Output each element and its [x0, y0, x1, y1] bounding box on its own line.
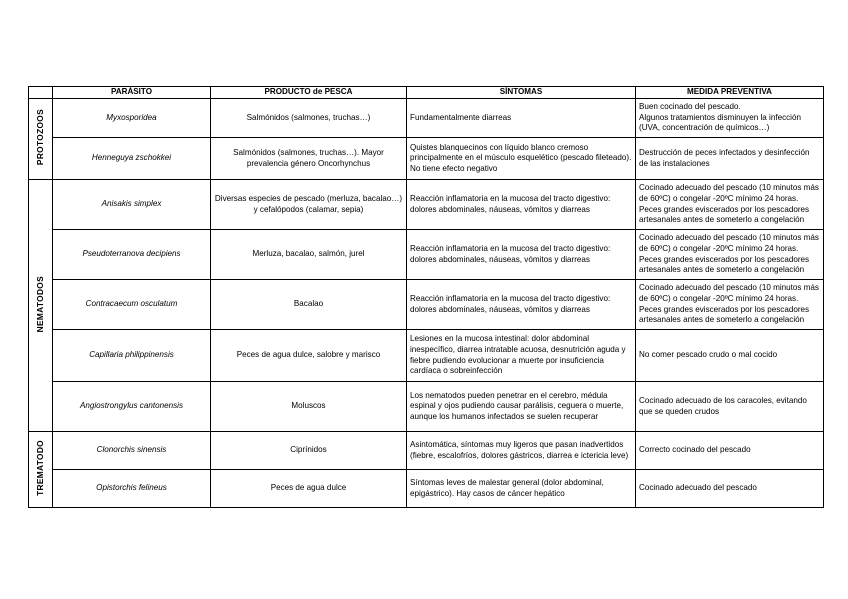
prevention	[636, 138, 824, 180]
header-row	[29, 87, 824, 99]
symptoms: Reacción inflamatoria en la mucosa del tracto digestivo: dolores abdominales, náuseas, vómitos y diarreas	[407, 180, 636, 230]
prevention-line: Peces grandes eviscerados por los pescadores artesanales antes de someterlo a congelación	[639, 254, 810, 275]
fish-product: Moluscos	[211, 382, 407, 432]
prevention-line: Destrucción de peces infectados y desinfección de las instalaciones	[639, 147, 810, 168]
symptoms: Reacción inflamatoria en la mucosa del tracto digestivo: dolores abdominales, náuseas, vómitos y diarreas	[407, 230, 636, 280]
fish-product: Salmónidos (salmones, truchas…). Mayor prevalencia género Oncorhynchus	[211, 138, 407, 180]
prevention-line: Cocinado adecuado del pescado	[639, 483, 757, 493]
parasite-name: Myxosporidea	[53, 99, 211, 138]
parasite-name: Contracaecum osculatum	[53, 280, 211, 330]
fish-product: Peces de agua dulce	[211, 470, 407, 508]
prevention	[636, 432, 824, 470]
parasite-name: Pseudoterranova decipiens	[53, 230, 211, 280]
prevention	[636, 330, 824, 382]
prevention-line: Buen cocinado del pescado.	[639, 102, 741, 112]
parasite-name: Opistorchis felineus	[53, 470, 211, 508]
parasite-name: Angiostrongylus cantonensis	[53, 382, 211, 432]
prevention-line: Cocinado adecuado de los caracoles, evitando que se queden crudos	[639, 395, 807, 416]
symptoms: Síntomas leves de malestar general (dolor abdominal, epigástrico). Hay casos de cáncer hepático	[407, 470, 636, 508]
prevention-line: Cocinado adecuado del pescado (10 minutos más de 60ºC) o congelar -20ºC mínimo 24 horas.	[639, 183, 819, 203]
fish-product: Diversas especies de pescado (merluza, bacalao…) y cefalópodos (calamar, sepia)	[211, 180, 407, 230]
prevention	[636, 382, 824, 432]
symptoms: Lesiones en la mucosa intestinal: dolor abdominal inespecífico, diarrea intratable acuosa, desnutrición aguda y fiebre pudiendo evolucionar a muerte por insuficiencia cardíaca o sobreinfección	[407, 330, 636, 382]
group-label-cell	[29, 432, 53, 508]
symptoms: Quistes blanquecinos con líquido blanco cremoso principalmente en el músculo esquelético (pescado fileteado). No tiene efecto negativo	[407, 138, 636, 180]
prevention-line: Peces grandes eviscerados por los pescadores artesanales antes de someterlo a congelación	[639, 204, 810, 225]
table-row	[29, 138, 824, 180]
prevention-line: No comer pescado crudo o mal cocido	[639, 350, 778, 360]
parasite-name: Henneguya zschokkei	[53, 138, 211, 180]
parasite-name: Capillaria philippinensis	[53, 330, 211, 382]
parasite-name: Clonorchis sinensis	[53, 432, 211, 470]
fish-product: Merluza, bacalao, salmón, jurel	[211, 230, 407, 280]
header-parasite: PARÁSITO	[53, 87, 211, 99]
prevention-line: Peces grandes eviscerados por los pescadores artesanales antes de someterlo a congelación	[639, 304, 810, 325]
table-row	[29, 470, 824, 508]
group-label-cell	[29, 99, 53, 180]
group-label-protozoos: PROTOZOOS	[35, 109, 46, 166]
prevention	[636, 180, 824, 230]
symptoms: Fundamentalmente diarreas	[407, 99, 636, 138]
prevention-line: Cocinado adecuado del pescado (10 minutos más de 60ºC) o congelar -20ºC mínimo 24 horas.	[639, 283, 819, 303]
group-label-cell	[29, 180, 53, 432]
header-group-blank	[29, 87, 53, 99]
table-row	[29, 280, 824, 330]
group-label-nematodos: NEMATODOS	[35, 275, 46, 332]
prevention	[636, 99, 824, 138]
table-row	[29, 180, 824, 230]
header-product: PRODUCTO de PESCA	[211, 87, 407, 99]
parasite-name: Anisakis simplex	[53, 180, 211, 230]
prevention-line: Correcto cocinado del pescado	[639, 445, 751, 455]
table-row	[29, 330, 824, 382]
group-label-trematodo: TREMATODO	[35, 439, 46, 496]
prevention-line: Algunos tratamientos disminuyen la infección (UVA, concentración de químicos…)	[639, 112, 801, 133]
symptoms: Reacción inflamatoria en la mucosa del tracto digestivo: dolores abdominales, náuseas, vómitos y diarreas	[407, 280, 636, 330]
table-row	[29, 230, 824, 280]
fish-product: Ciprínidos	[211, 432, 407, 470]
table-row	[29, 382, 824, 432]
symptoms: Los nematodos pueden penetrar en el cerebro, médula espinal y ojos pudiendo causar parálisis, ceguera o muerte, aunque los humanos infectados se suelen recuperar	[407, 382, 636, 432]
prevention-line: Cocinado adecuado del pescado (10 minutos más de 60ºC) o congelar -20ºC mínimo 24 horas.	[639, 233, 819, 253]
fish-product: Salmónidos (salmones, truchas…)	[211, 99, 407, 138]
table-row	[29, 432, 824, 470]
fish-product: Bacalao	[211, 280, 407, 330]
header-prevention: MEDIDA PREVENTIVA	[636, 87, 824, 99]
table-row	[29, 99, 824, 138]
symptoms: Asintomática, síntomas muy ligeros que pasan inadvertidos (fiebre, escalofríos, dolores gástricos, diarrea e ictericia leve)	[407, 432, 636, 470]
header-symptoms: SÍNTOMAS	[407, 87, 636, 99]
prevention	[636, 280, 824, 330]
prevention	[636, 470, 824, 508]
parasite-table	[28, 86, 824, 508]
prevention	[636, 230, 824, 280]
fish-product: Peces de agua dulce, salobre y marisco	[211, 330, 407, 382]
